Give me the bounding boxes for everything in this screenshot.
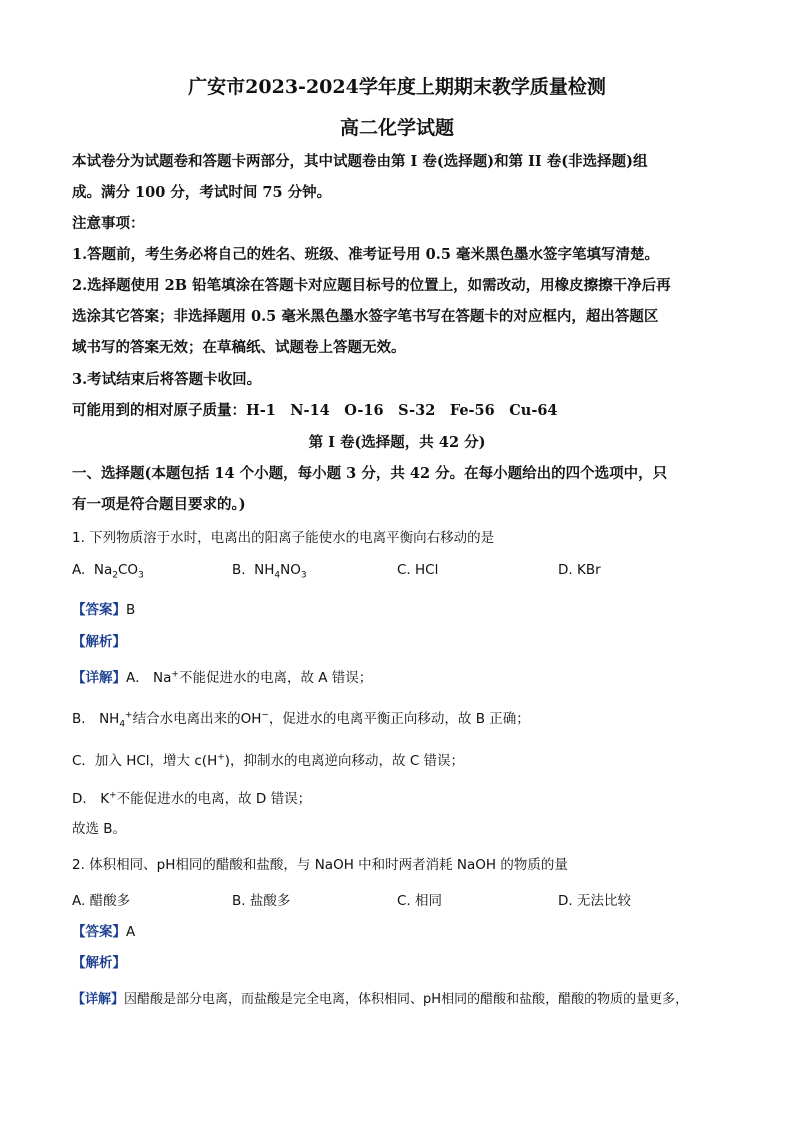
- q1-detail-b: B． $NH_4^+$结合水电离出来的OH−，促进水的电离平衡正向移动，故 B 正确；: [72, 710, 530, 730]
- q2-answer: 【答案】A: [72, 924, 136, 940]
- notice-title: 注意事项：: [72, 215, 145, 232]
- notice-2b: 选涂其它答案；非选择题用 0.5 毫米黑色墨水签字笔书写在答题卡的对应框内，超出答题区: [72, 308, 659, 325]
- section-desc-1: 一、选择题(本题包括 14 个小题，每小题 3 分，共 42 分。在每小题给出的四个选项中，只: [72, 465, 668, 482]
- q1-answer: 【答案】B: [72, 602, 136, 618]
- q2-analysis-tag: 【解析】: [72, 955, 126, 971]
- q1-conclusion: 故选 B。: [72, 821, 127, 837]
- q1-detail-c: C．加入 HCl，增大 c(H+)，抑制水的电离逆向移动，故 C 错误；: [72, 752, 465, 769]
- q1-option-d: D. KBr: [558, 562, 601, 578]
- notice-1: 1.答题前，考生务必将自己的姓名、班级、准考证号用 0.5 毫米黑色墨水签字笔填写清楚。: [72, 246, 659, 263]
- q2-option-d: D. 无法比较: [558, 893, 631, 909]
- question-1-stem: 1. 下列物质溶于水时，电离出的阳离子能使水的电离平衡向右移动的是: [72, 530, 495, 546]
- section-title: 第 I 卷(选择题，共 42 分): [308, 434, 486, 451]
- q1-analysis-tag: 【解析】: [72, 634, 126, 650]
- notice-2c: 域书写的答案无效；在草稿纸、试题卷上答题无效。: [72, 339, 406, 356]
- q1-detail-a: 【详解】A． Na+不能促进水的电离，故 A 错误；: [72, 669, 373, 686]
- q1-option-c: C. HCl: [397, 562, 439, 578]
- q2-detail: 【详解】因醋酸是部分电离，而盐酸是完全电离，体积相同、pH相同的醋酸和盐酸，醋酸的物质的量更多，: [72, 992, 689, 1007]
- section-desc-2: 有一项是符合题目要求的。): [72, 496, 246, 513]
- notice-2a: 2.选择题使用 2B 铅笔填涂在答题卡对应题目标号的位置上，如需改动，用橡皮擦擦干净后再: [72, 277, 671, 294]
- question-2-stem: 2. 体积相同、pH相同的醋酸和盐酸，与 NaOH 中和时两者消耗 NaOH 的物质的量: [72, 857, 568, 873]
- intro-line-2: 成。满分 100 分，考试时间 75 分钟。: [72, 184, 332, 201]
- q2-option-c: C. 相同: [397, 893, 443, 909]
- q2-option-b: B. 盐酸多: [232, 893, 291, 909]
- page-subtitle: 高二化学试题: [339, 117, 454, 139]
- q1-detail-d: D． K+不能促进水的电离，故 D 错误；: [72, 790, 312, 807]
- atomic-masses: 可能用到的相对原子质量：H-1 N-14 O-16 S-32 Fe-56 Cu-64: [72, 402, 558, 419]
- intro-line-1: 本试卷分为试题卷和答题卡两部分，其中试题卷由第 I 卷(选择题)和第 II 卷(非选择题)组: [72, 153, 648, 170]
- page-title: 广安市2023-2024学年度上期期末教学质量检测: [188, 76, 606, 98]
- q2-option-a: A. 醋酸多: [72, 893, 131, 909]
- q1-option-b: B. $NH_4NO_3$: [232, 562, 307, 581]
- notice-3: 3.考试结束后将答题卡收回。: [72, 371, 262, 388]
- q1-option-a: A. $Na_2CO_3$: [72, 562, 144, 581]
